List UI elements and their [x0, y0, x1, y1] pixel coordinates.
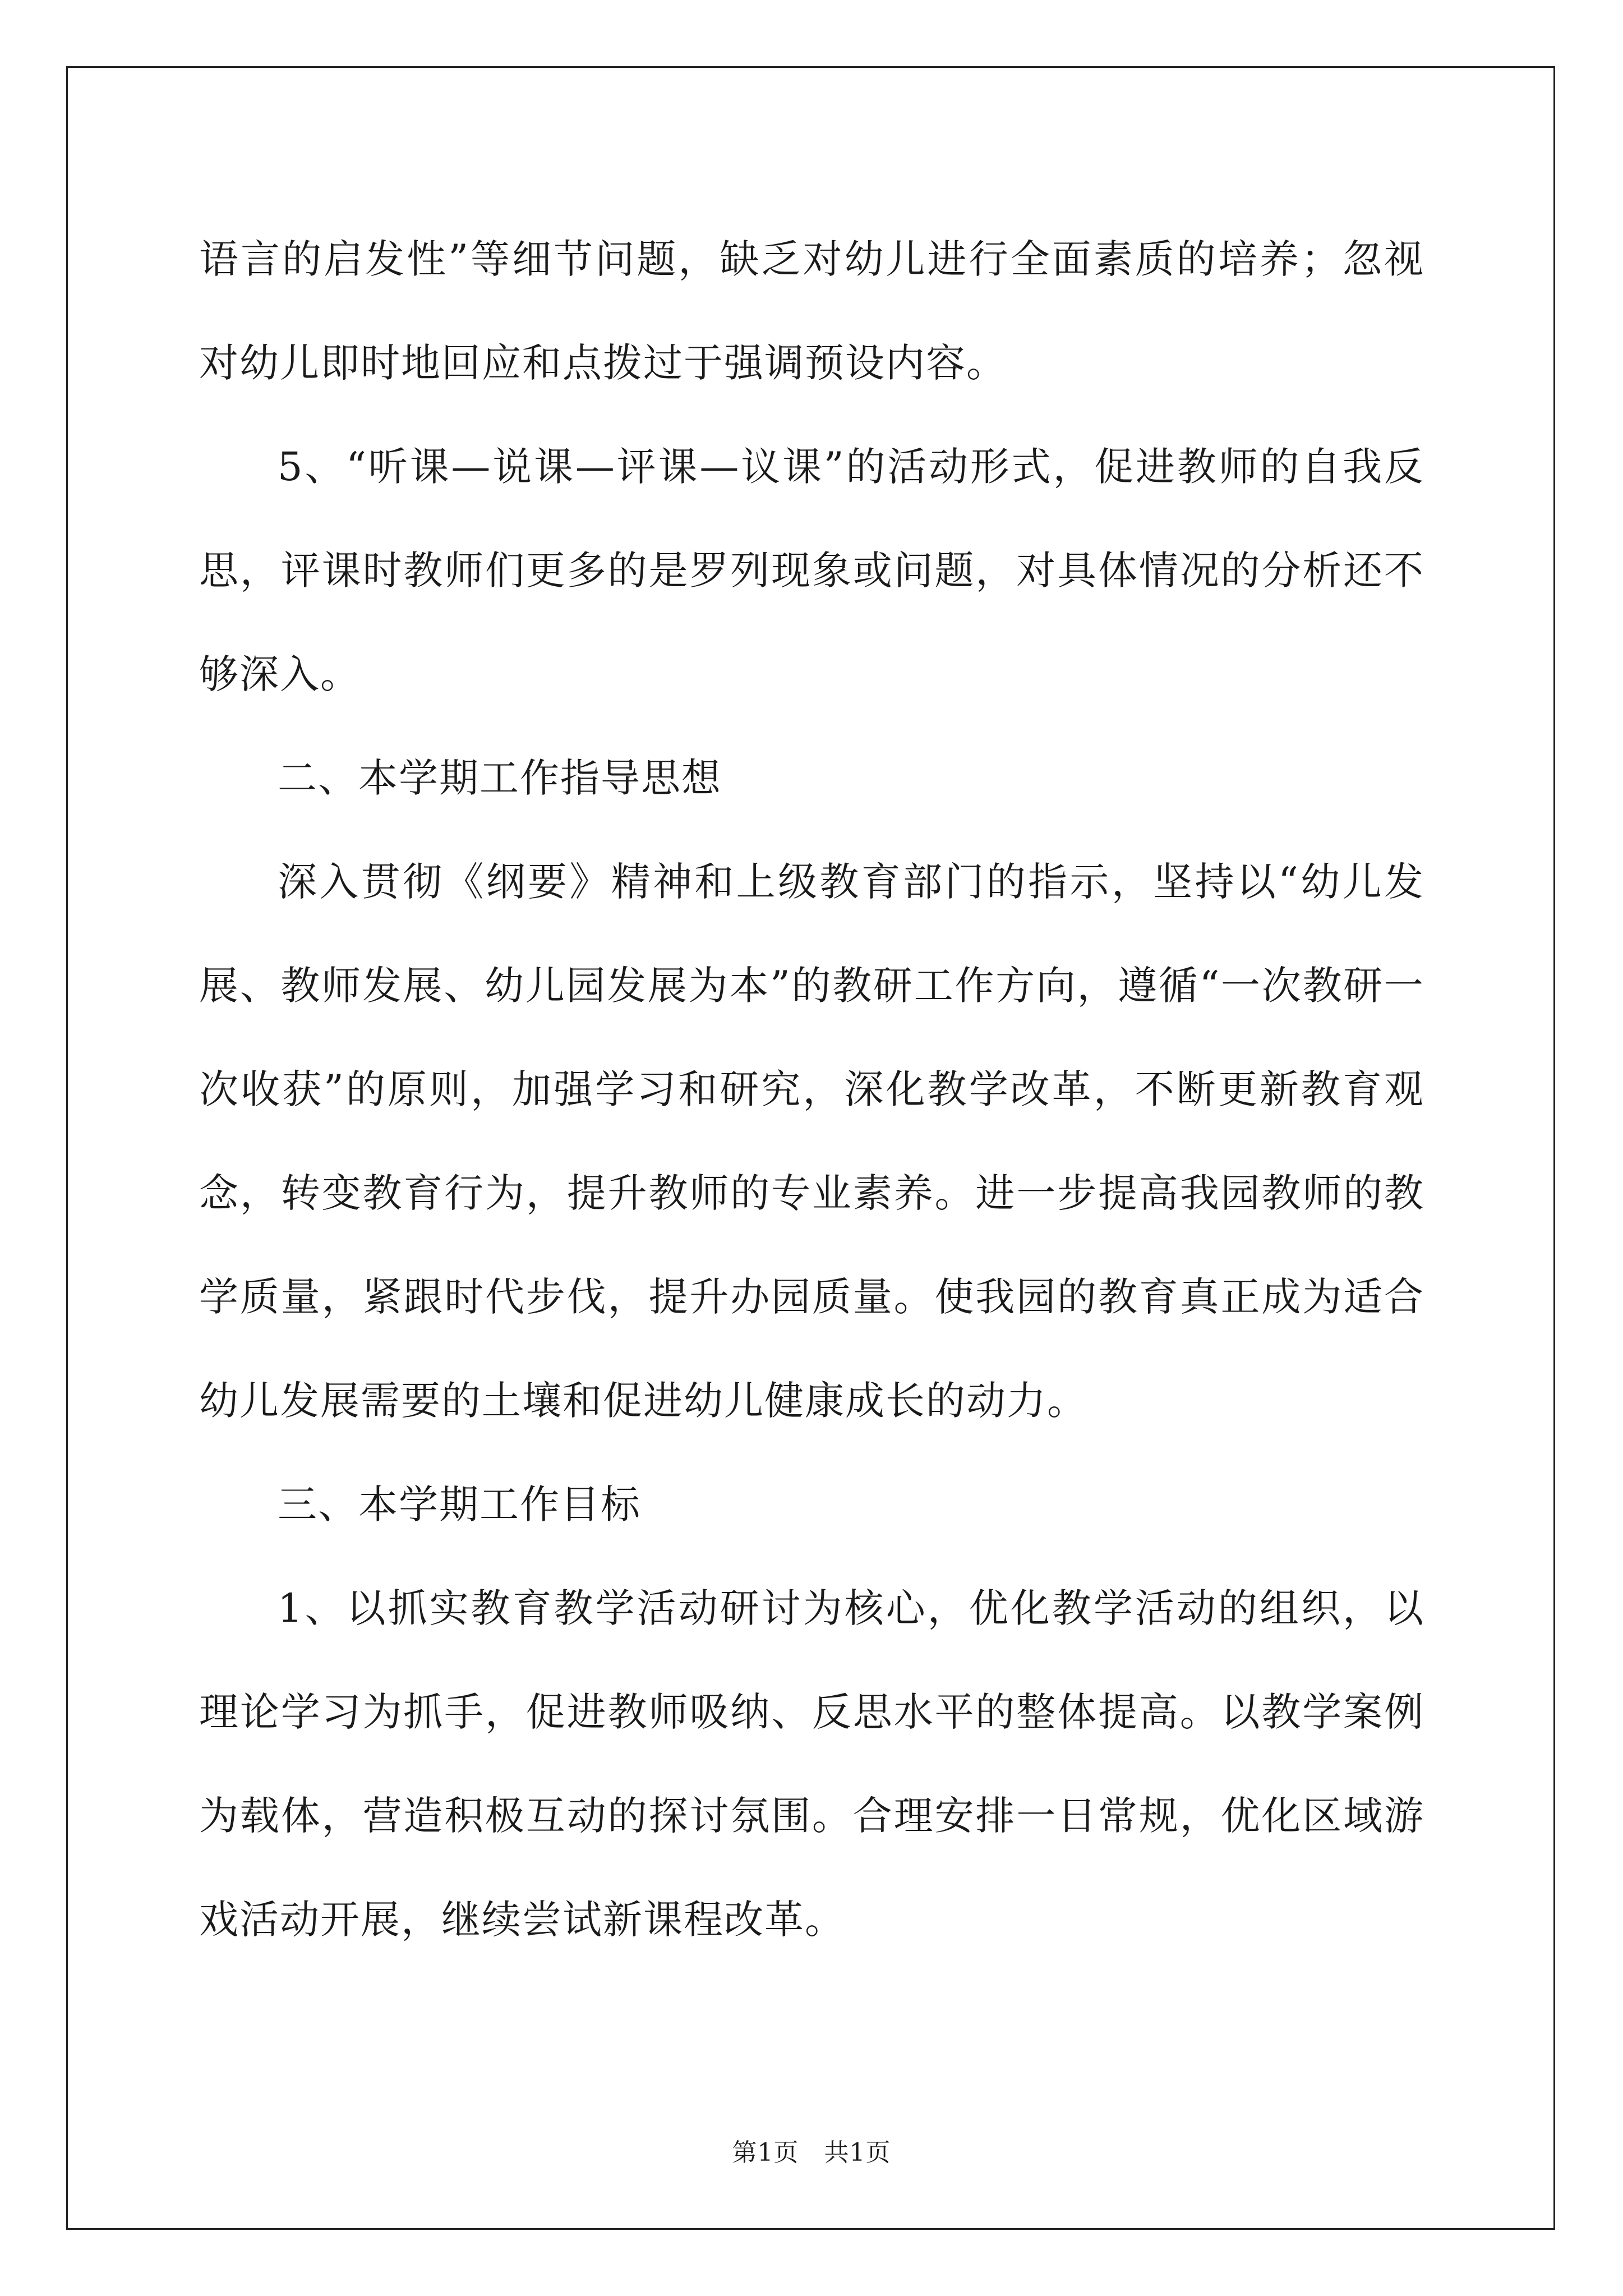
paragraph-2: 5、“听课—说课—评课—议课”的活动形式，促进教师的自我反思，评课时教师们更多的是罗列现象或问题，对具体情况的分析还不够深入。 [199, 444, 1424, 697]
paragraph-1: 语言的启发性”等细节问题，缺乏对幼儿进行全面素质的培养；忽视对幼儿即时地回应和点拨过于强调预设内容。 [199, 236, 1424, 386]
document-body [199, 208, 1424, 1972]
page-total: 共1页 [824, 2138, 891, 2167]
paragraph-4: 1、以抓实教育教学活动研讨为核心，优化教学活动的组织，以理论学习为抓手，促进教师吸纳、反思水平的整体提高。以教学案例为载体，营造积极互动的探讨氛围。合理安排一日常规，优化区域游戏活动开展，继续尝试新课程改革。 [199, 1585, 1424, 1943]
page-number: 第1页 [732, 2138, 799, 2167]
paragraph-3: 深入贯彻《纲要》精神和上级教育部门的指示，坚持以“幼儿发展、教师发展、幼儿园发展为本”的教研工作方向，遵循“一次教研一次收获”的原则，加强学习和研究，深化教学改革，不断更新教育观念，转变教育行为，提升教师的专业素养。进一步提高我园教师的教学质量，紧跟时代步伐，提升办园质量。使我园的教育真正成为适合幼儿发展需要的土壤和促进幼儿健康成长的动力。 [199, 859, 1424, 1424]
page-footer [0, 2136, 1623, 2170]
section-heading-work-goals: 三、本学期工作目标 [278, 1481, 641, 1527]
section-heading-guiding-ideology: 二、本学期工作指导思想 [278, 755, 722, 801]
